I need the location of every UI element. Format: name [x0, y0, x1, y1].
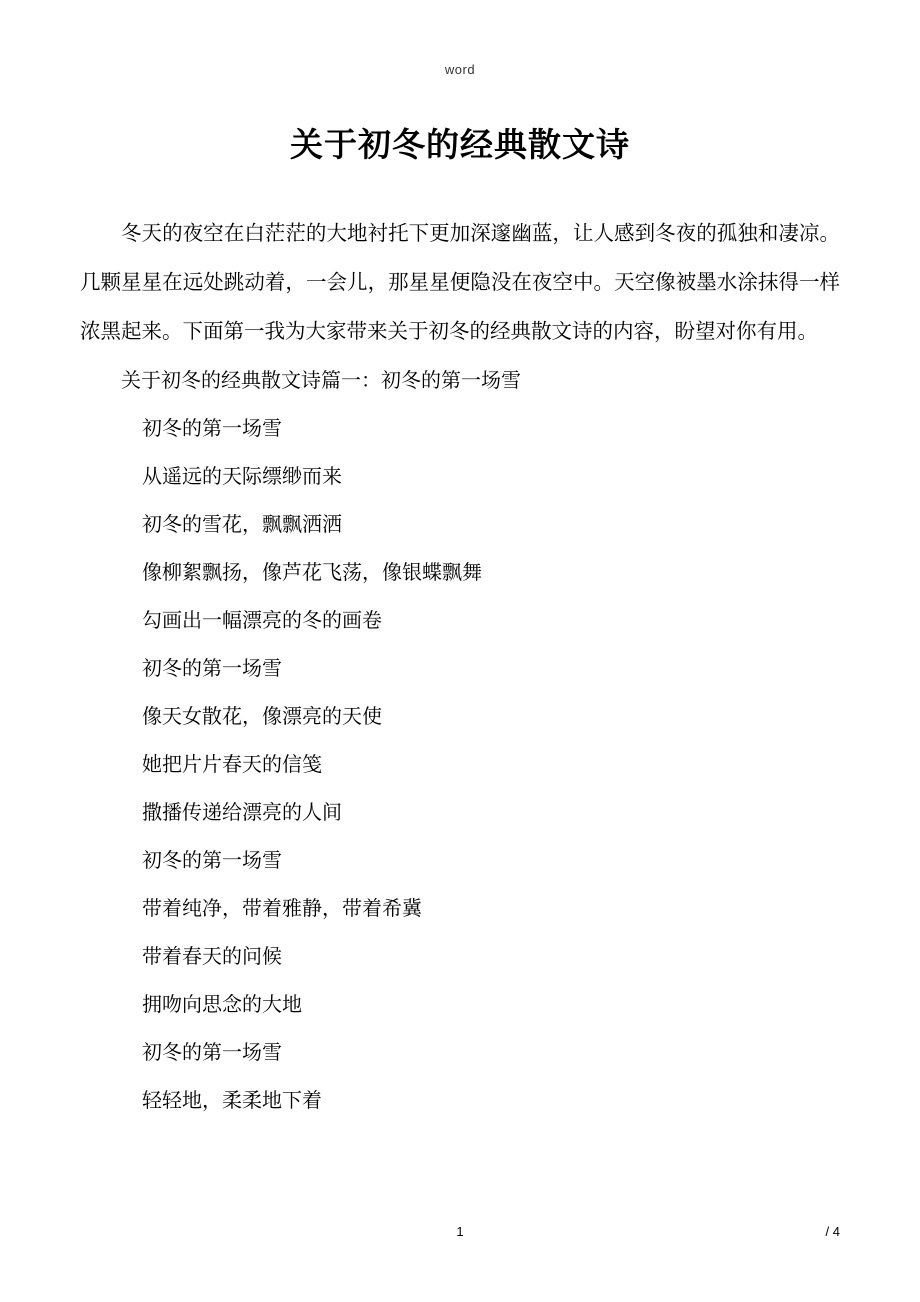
verse-line: 带着纯净，带着雅静，带着希冀	[142, 898, 422, 920]
footer-page-total: / 4	[825, 1224, 840, 1239]
verse-line: 带着春天的问候	[142, 946, 282, 968]
verse-line: 她把片片春天的信笺	[142, 754, 322, 776]
verse-line: 像柳絮飘扬，像芦花飞荡，像银蝶飘舞	[142, 562, 482, 584]
verse-line: 初冬的第一场雪	[142, 418, 282, 440]
intro-paragraph: 冬天的夜空在白茫茫的大地衬托下更加深邃幽蓝，让人感到冬夜的孤独和凄凉。几颗星星在远处跳动着，一会儿，那星星便隐没在夜空中。天空像被墨水涂抹得一样浓黑起来。下面第一我为大家带来关于初冬的经典散文诗的内容，盼望对你有用。	[80, 223, 840, 343]
page-footer	[80, 1224, 840, 1244]
verse-line: 初冬的第一场雪	[142, 850, 282, 872]
page-title: 关于初冬的经典散文诗	[290, 126, 630, 163]
verse-line: 从遥远的天际缥缈而来	[142, 466, 342, 488]
verse-line: 初冬的雪花，飘飘洒洒	[142, 514, 342, 536]
page-header-watermark: word	[444, 62, 476, 77]
verse-line: 轻轻地，柔柔地下着	[142, 1090, 322, 1112]
footer-page-number: 1	[456, 1224, 464, 1239]
section-heading: 关于初冬的经典散文诗篇一：初冬的第一场雪	[121, 370, 521, 392]
verse-line: 拥吻向思念的大地	[142, 994, 302, 1016]
verse-line: 初冬的第一场雪	[142, 658, 282, 680]
verse-line: 撒播传递给漂亮的人间	[142, 802, 342, 824]
verse-line: 初冬的第一场雪	[142, 1042, 282, 1064]
document-body	[80, 210, 840, 1125]
verse-line: 像天女散花，像漂亮的天使	[142, 706, 382, 728]
verse-line: 勾画出一幅漂亮的冬的画卷	[142, 610, 382, 632]
